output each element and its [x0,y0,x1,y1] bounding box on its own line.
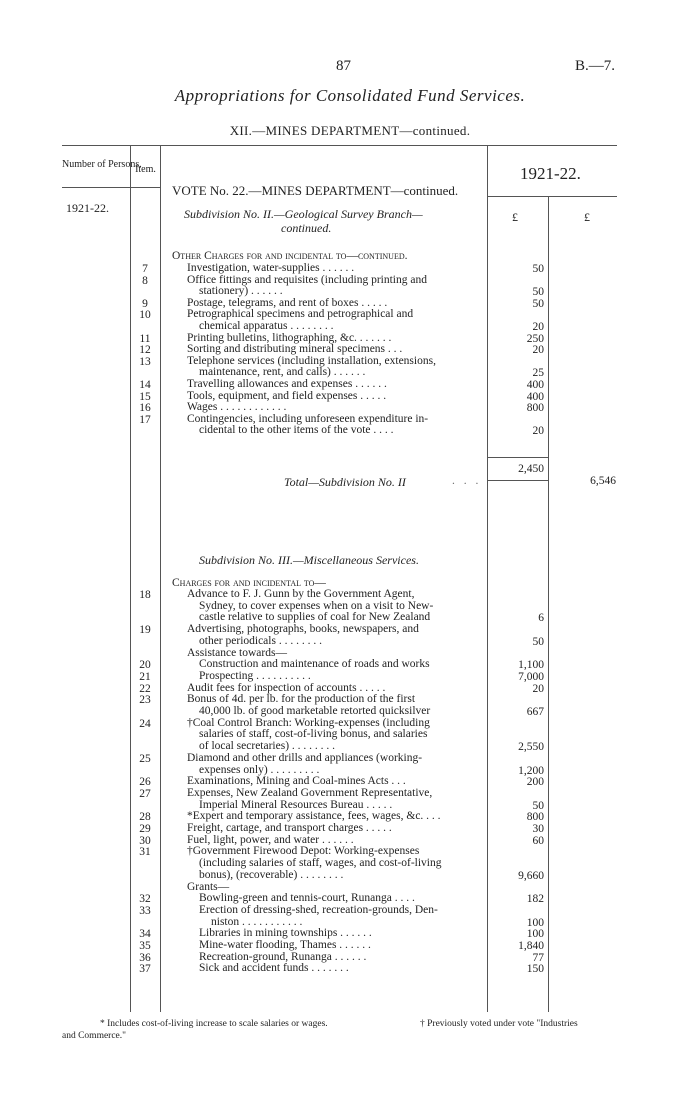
sub3-item-number: 30 [139,834,151,847]
sub3-item-text: Grants— [187,880,230,893]
subtotal-rule-bottom [487,480,548,481]
subdivision-2-total-label: Total—Subdivision No. II [284,475,406,489]
persons-year-label: 1921-22. [66,201,109,215]
sub2-item-number: 10 [139,309,151,322]
sub3-item-text: Fuel, light, power, and water . . . . . . [187,833,354,846]
sub3-item-amount: 100 [526,916,544,929]
sub2-item-text: Travelling allowances and expenses . . . . . . [187,378,387,390]
sub2-item-text: Printing bulletins, lithographing, &c. . . . . . . [187,331,392,344]
sub3-item-text: Erection of dressing-shed, recreation-grounds, Den- [199,903,438,916]
sub3-item-number: 22 [139,682,151,695]
subdivision-3-heading: Subdivision No. III.—Miscellaneous Services. [199,553,419,567]
subdivision-2-subtotal: 2,450 [518,463,544,475]
sub3-item-amount: 1,100 [518,659,544,672]
description-column-rule [487,146,488,1012]
sub3-item-text: niston . . . . . . . . . . . [211,915,303,928]
subdivision-3-charges-heading: Charges for and incidental to— [172,577,326,589]
total-leader: . . . [452,475,482,487]
sub3-item-number: 25 [139,752,151,765]
sub2-item-amount: 20 [532,425,544,438]
sub3-item-amount: 77 [532,951,544,964]
sub3-item-amount: 667 [526,706,544,718]
sub2-item-text: Petrographical specimens and petrographical and [187,308,414,321]
sub3-item-amount: 1,840 [518,940,544,952]
sub3-item-amount: 30 [532,823,544,835]
footnote-star: * Includes cost-of-living increase to scale salaries or wages. [100,1019,328,1029]
sub2-item-text: cidental to the other items of the vote . . . . [199,424,394,437]
sub2-item-amount: 400 [526,390,544,403]
sub3-item-text: Advance to F. J. Gunn by the Government Agent, [187,588,415,600]
sub3-item-amount: 9,660 [518,869,544,882]
sub3-item-text: Sick and accident funds . . . . . . . [199,962,349,975]
sub3-item-text: castle relative to supplies of coal for New Zealand [199,611,431,624]
page-title: Appropriations for Consolidated Fund Services. [174,86,526,105]
sub3-item-text: Bowling-green and tennis-court, Runanga . . . . [199,892,415,905]
sub3-item-number: 28 [139,811,151,824]
sub3-item-number: 23 [139,694,151,707]
item-column-header: Item. [135,164,156,175]
sub3-item-number: 24 [139,717,151,730]
document-reference: B.—7. [575,58,616,74]
sub3-item-number: 33 [139,904,151,917]
sub2-item-number: 12 [139,344,151,357]
sub2-item-text: maintenance, rent, and calls) . . . . . . [199,366,366,379]
sub2-item-amount: 800 [526,402,544,415]
sub3-item-amount: 182 [526,893,544,906]
persons-column-rule [130,146,131,1012]
subdivision-2-total: 6,546 [590,475,616,487]
sub3-item-number: 26 [139,776,151,789]
sub3-item-text: of local secretaries) . . . . . . . . [199,740,336,753]
sub3-item-number: 36 [139,951,151,964]
sub3-item-amount: 60 [532,834,544,847]
sub3-item-text: 40,000 lb. of good marketable retorted quicksilver [199,705,431,717]
pound-symbol-2: £ [584,210,590,224]
sub3-item-text: †Coal Control Branch: Working-expenses (including [187,716,430,729]
sub3-item-text: Prospecting . . . . . . . . . . [199,669,311,682]
sub2-item-amount: 50 [532,297,544,310]
sub2-item-amount: 20 [532,321,544,333]
sub3-item-number: 21 [139,670,151,683]
sub3-item-amount: 50 [532,799,544,812]
sub3-item-amount: 7,000 [518,670,544,683]
sub2-item-number: 13 [139,355,151,368]
sub2-item-amount: 50 [532,263,544,275]
sub3-item-number: 18 [139,589,151,601]
sub3-item-text: Mine-water flooding, Thames . . . . . . [199,939,371,951]
sub2-item-number: 8 [142,274,148,287]
sub3-item-amount: 200 [526,776,544,789]
sub2-item-number: 14 [139,379,151,391]
sub2-item-text: Telephone services (including installation, extensions, [187,354,436,367]
sub3-item-number: 31 [139,846,151,859]
subdivision-2-charges-heading: Other Charges for and incidental to—continued. [172,250,408,262]
footnote-dagger: † Previously voted under vote "Industries [420,1019,578,1029]
page-number: 87 [336,58,351,74]
sub2-item-text: Tools, equipment, and field expenses . . . . . [187,389,387,402]
sub3-item-amount: 50 [532,635,544,648]
vote-heading: VOTE No. 22.—MINES DEPARTMENT—continued. [172,183,459,198]
sub3-item-text: expenses only) . . . . . . . . . [199,763,320,776]
sub2-item-number: 16 [139,402,151,415]
sub2-item-text: Investigation, water-supplies . . . . . . [187,262,355,274]
sub3-item-amount: 1,200 [518,764,544,777]
sub3-item-text: Advertising, photographs, books, newspapers, and [187,623,419,636]
sub3-item-text: Freight, cartage, and transport charges . . . . . [187,822,392,834]
sub2-item-amount: 20 [532,344,544,357]
sub3-item-amount: 20 [532,682,544,695]
sub3-item-text: Examinations, Mining and Coal-mines Acts . . . [187,775,406,788]
sub3-item-text: Diamond and other drills and appliances (working- [187,751,423,764]
sub3-item-number: 29 [139,823,151,835]
pound-symbol-1: £ [512,210,518,224]
footnote-dagger-cont: and Commerce." [62,1031,127,1041]
sub2-item-amount: 25 [532,367,544,380]
sub3-item-number: 32 [139,893,151,906]
header-rule-left [62,187,160,188]
sub3-item-text: Imperial Mineral Resources Bureau . . . . . [199,798,393,811]
sub3-item-text: Sydney, to cover expenses when on a visit to New- [199,599,434,612]
sub3-item-text: *Expert and temporary assistance, fees, wages, &c. . . . [187,810,441,823]
sub3-item-text: bonus), (recoverable) . . . . . . . . [199,868,344,881]
sub3-item-text: (including salaries of staff, wages, and cost-of-living [199,857,442,870]
sub3-item-amount: 150 [526,963,544,976]
sub3-item-number: 27 [139,787,151,800]
sub3-item-text: Construction and maintenance of roads and works [199,658,430,671]
subtotal-rule-top [487,457,548,458]
sub2-item-text: Wages . . . . . . . . . . . . [187,401,287,414]
sub2-item-number: 11 [139,332,151,345]
sub3-item-amount: 6 [538,612,544,625]
table-top-rule [62,145,617,146]
year-column-header: 1921-22. [520,164,581,183]
sub2-item-amount: 400 [526,379,544,391]
sub3-item-amount: 2,550 [518,741,544,754]
sub2-item-number: 9 [142,297,148,310]
sub3-item-number: 20 [139,659,151,672]
item-column-rule [160,146,161,1012]
subdivision-2-heading: Subdivision No. II.—Geological Survey Branch— [184,207,423,221]
sub3-item-text: Audit fees for inspection of accounts . . . . . [187,681,386,694]
sub3-item-amount: 800 [526,811,544,824]
sub2-item-text: chemical apparatus . . . . . . . . [199,320,334,332]
subdivision-2-heading-cont: continued. [281,221,332,235]
sub2-item-number: 15 [139,390,151,403]
sub3-item-amount: 100 [526,928,544,941]
sub3-item-text: †Government Firewood Depot: Working-expenses [187,845,420,858]
sub2-item-text: Postage, telegrams, and rent of boxes . . . . . [187,296,388,309]
sub3-item-number: 37 [139,963,151,976]
sub2-item-amount: 250 [526,332,544,345]
sub3-item-text: Bonus of 4d. per lb. for the production of the first [187,693,416,706]
sub2-item-number: 7 [142,263,148,275]
amount-column-rule [548,196,549,1012]
sub3-item-text: Assistance towards— [187,646,287,659]
sub2-item-text: Sorting and distributing mineral specimens . . . [187,343,403,356]
sub3-item-text: other periodicals . . . . . . . . [199,634,322,647]
sub2-item-text: stationery) . . . . . . [199,285,283,298]
sub3-item-text: Recreation-ground, Runanga . . . . . . [199,950,367,963]
sub2-item-amount: 50 [532,286,544,299]
header-rule-right [487,196,617,197]
department-heading: XII.—MINES DEPARTMENT—continued. [229,123,471,138]
sub3-item-number: 35 [139,940,151,952]
sub2-item-text: Office fittings and requisites (including printing and [187,273,427,286]
sub3-item-text: salaries of staff, cost-of-living bonus, and salaries [199,728,428,741]
sub3-item-text: Expenses, New Zealand Government Representative, [187,786,433,799]
sub3-item-number: 19 [139,624,151,637]
sub3-item-text: Libraries in mining townships . . . . . . [199,927,372,940]
persons-column-header: Number of Persons. [62,159,142,170]
sub2-item-text: Contingencies, including unforeseen expenditure in- [187,412,429,425]
sub2-item-number: 17 [139,413,151,426]
sub3-item-number: 34 [139,928,151,941]
